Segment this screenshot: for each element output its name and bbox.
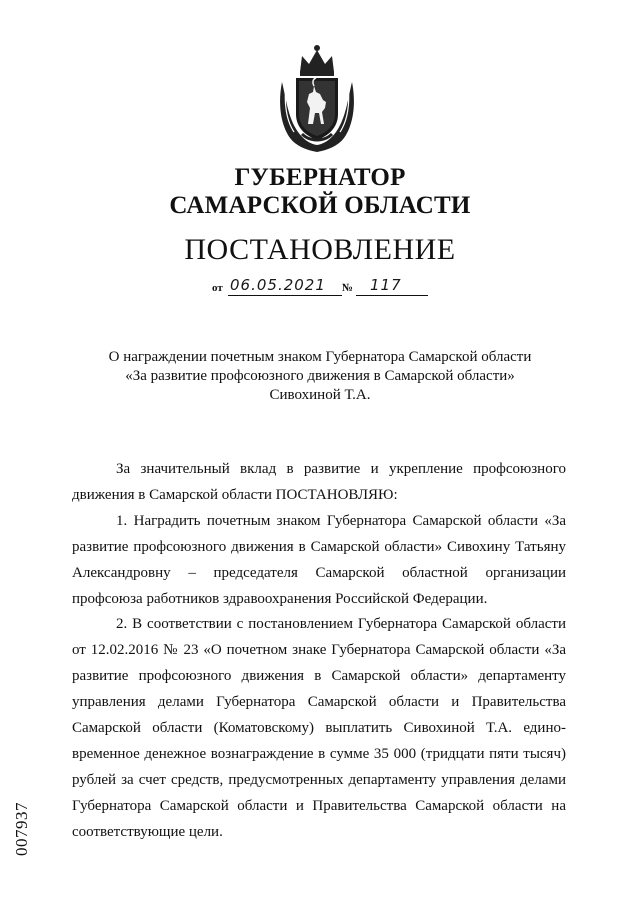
item2-paragraph: 2. В соответствии с постановлением Губернатора Самарской области от 12.02.2016 № 23 «О почетном знаке Губернатора Самарской области «За развитие профсоюзного движения в Самарской области» департаменту управления делами Губернатора Самарской области и Правительства Самарской области (Коматовскому) выплатить Сивохиной Т.А. единовременное денежное вознаграждение в сумме 35 000 (тридцати пяти тысяч) рублей за счет средств, предусмотренных департаменту управления делами Губернатора Самарской области и Правительства Самарской области на соответствующие цели. bbox=[72, 616, 566, 840]
date-number-line bbox=[212, 276, 452, 298]
body-text bbox=[72, 457, 566, 846]
date-underline bbox=[228, 295, 342, 296]
subject-line2: «За развитие профсоюзного движения в Самарской области» bbox=[125, 368, 515, 384]
coat-of-arms-icon bbox=[276, 42, 358, 154]
document-type: ПОСТАНОВЛЕНИЕ bbox=[184, 233, 456, 266]
number-prefix: № bbox=[342, 282, 354, 294]
subject-block bbox=[60, 348, 580, 405]
issuer-title-line1: ГУБЕРНАТОР bbox=[234, 164, 406, 191]
subject-line3: Сивохиной Т.А. bbox=[269, 387, 371, 403]
date-value: 06.05.2021 bbox=[230, 276, 326, 294]
preamble-paragraph: За значительный вклад в развитие и укрепление профсоюзного движения в Самарской области ПОСТАНОВЛЯЮ: bbox=[72, 461, 566, 503]
item1-paragraph: 1. Наградить почетным знаком Губернатора Самарской области «За развитие профсоюзного движения в Самарской области» Сивохину Татьяну Александровну – председателя Самарской областной организации профсоюза работников здравоохранения Российской Федерации. bbox=[72, 512, 566, 607]
number-underline bbox=[356, 295, 428, 296]
subject-line1: О награждении почетным знаком Губернатора Самарской области bbox=[108, 349, 532, 365]
margin-registration-number: 007937 bbox=[12, 802, 31, 856]
number-value: 117 bbox=[370, 276, 402, 294]
date-prefix: от bbox=[212, 282, 223, 294]
issuer-title-line2: САМАРСКОЙ ОБЛАСТИ bbox=[169, 192, 471, 219]
